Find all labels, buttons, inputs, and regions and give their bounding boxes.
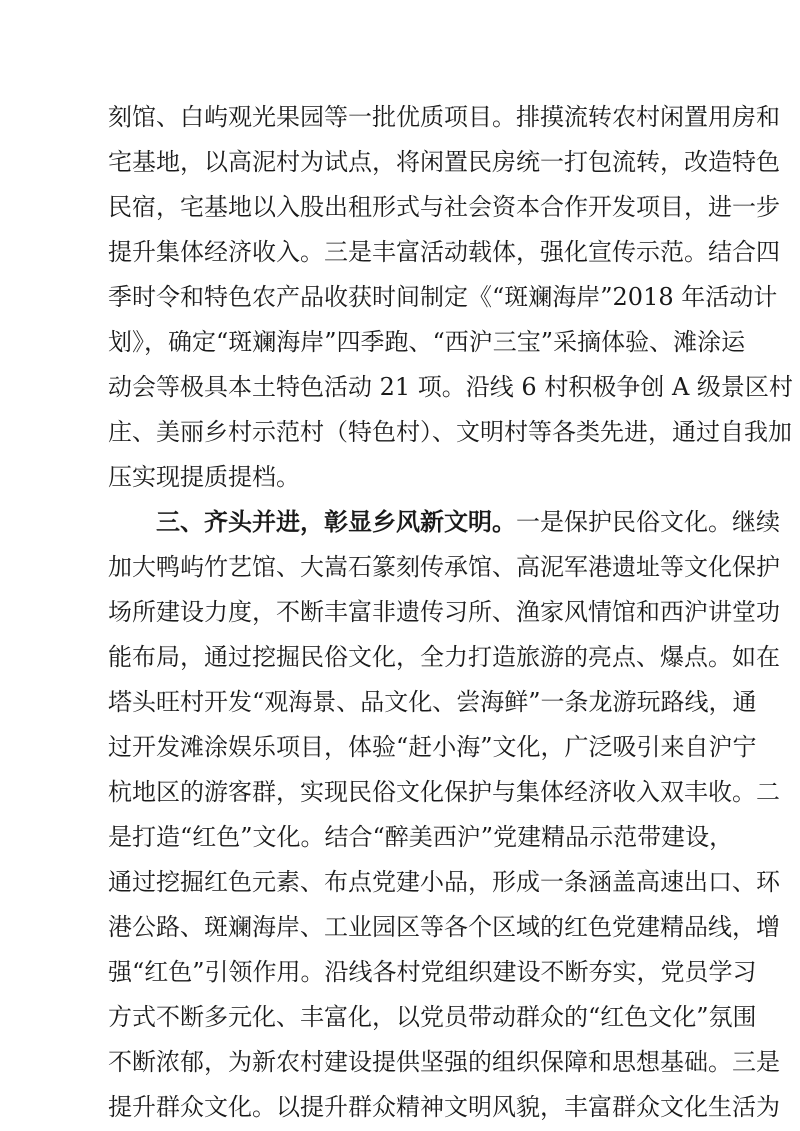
- text-line-3: 民宿，宅基地以入股出租形式与社会资本合作开发项目，进一步: [108, 193, 780, 221]
- text-line-8: 庄、美丽乡村示范村（特色村）、文明村等各类先进，通过自我加: [108, 418, 792, 446]
- text-line-4: 提升集体经济收入。三是丰富活动载体，强化宣传示范。结合四: [108, 238, 780, 266]
- section-3-line-14: 提升群众文化。以提升群众精神文明风貌，丰富群众文化生活为: [108, 1093, 780, 1121]
- text-line-1: 刻馆、白屿观光果园等一批优质项目。排摸流转农村闲置用房和: [108, 103, 780, 131]
- section-3-first-line: [156, 500, 780, 544]
- section-3-line-7: 杭地区的游客群，实现民俗文化保护与集体经济收入双丰收。二: [108, 778, 780, 806]
- text-line-6: 划》，确定“斑斓海岸”四季跑、“西沪三宝”采摘体验、滩涂运: [108, 328, 746, 356]
- section-3-heading: 三、齐头并进，彰显乡风新文明。: [156, 508, 516, 536]
- section-3-line-8: 是打造“红色”文化。结合“醉美西沪”党建精品示范带建设，: [108, 823, 734, 851]
- text-line-9: 压实现提质提档。: [108, 463, 300, 491]
- section-3-first-line-rest: 一是保护民俗文化。继续: [516, 508, 780, 536]
- section-3-line-11: 强“红色”引领作用。沿线各村党组织建设不断夯实，党员学习: [108, 958, 757, 986]
- section-3-line-4: 能布局，通过挖掘民俗文化，全力打造旅游的亮点、爆点。如在: [108, 643, 780, 671]
- section-3-line-2: 加大鸭屿竹艺馆、大嵩石篆刻传承馆、高泥军港遗址等文化保护: [108, 553, 780, 581]
- section-3-line-10: 港公路、斑斓海岸、工业园区等各个区域的红色党建精品线，增: [108, 913, 780, 941]
- text-line-2: 宅基地，以高泥村为试点，将闲置民房统一打包流转，改造特色: [108, 148, 780, 176]
- section-3-line-5: 塔头旺村开发“观海景、品文化、尝海鲜”一条龙游玩路线，通: [108, 688, 757, 716]
- section-3-line-12: 方式不断多元化、丰富化，以党员带动群众的“红色文化”氛围: [108, 1003, 757, 1031]
- section-3-line-9: 通过挖掘红色元素、布点党建小品，形成一条涵盖高速出口、环: [108, 868, 780, 896]
- section-3-line-6: 过开发滩涂娱乐项目，体验“赶小海”文化，广泛吸引来自沪宁: [108, 733, 757, 761]
- text-line-5: 季时令和特色农产品收获时间制定《“斑斓海岸”2018 年活动计: [108, 283, 778, 311]
- section-3-line-13: 不断浓郁，为新农村建设提供坚强的组织保障和思想基础。三是: [108, 1048, 780, 1076]
- section-3-line-3: 场所建设力度，不断丰富非遗传习所、渔家风情馆和西沪讲堂功: [108, 598, 780, 626]
- text-line-7: 动会等极具本土特色活动 21 项。沿线 6 村积极争创 A 级景区村: [108, 373, 793, 401]
